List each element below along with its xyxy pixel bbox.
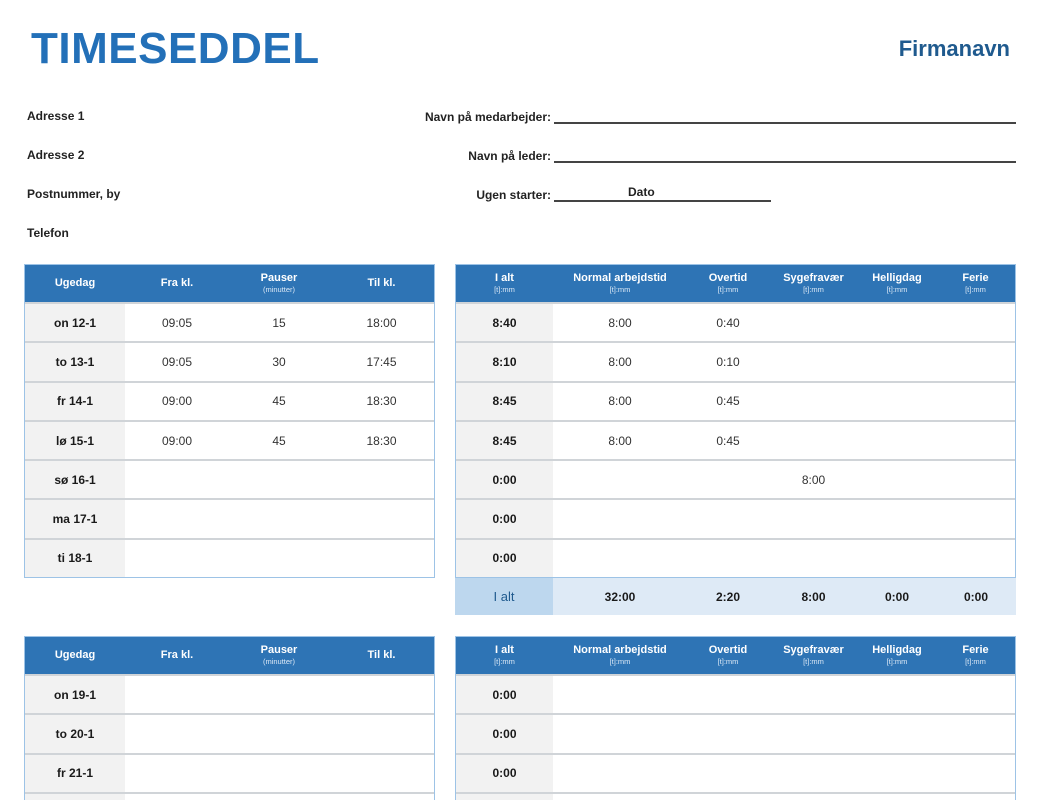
col-breaks: Pauser (minutter) <box>260 644 298 666</box>
normal-cell[interactable]: 8:00 <box>608 354 632 369</box>
sick-cell[interactable] <box>769 794 858 800</box>
breaks-cell[interactable]: 45 <box>272 433 286 448</box>
table-row <box>25 674 434 713</box>
table-row <box>456 381 1015 420</box>
table-row <box>25 420 434 459</box>
col-from: Fra kl. <box>160 649 194 661</box>
table-row <box>456 713 1015 752</box>
holiday-cell[interactable] <box>858 715 936 752</box>
from-cell[interactable]: 09:00 <box>161 433 193 448</box>
holiday-cell[interactable] <box>858 461 936 498</box>
employee-field <box>380 108 1016 124</box>
manager-input[interactable] <box>554 147 1016 163</box>
to-cell[interactable] <box>329 715 434 752</box>
overtime-cell[interactable] <box>687 500 769 537</box>
breaks-cell[interactable] <box>229 794 329 800</box>
total-cell: 0:00 <box>456 676 553 713</box>
col-sick: Sygefravær [t]:mm <box>783 272 844 294</box>
sick-cell[interactable] <box>769 304 858 341</box>
breaks-cell[interactable] <box>229 500 329 537</box>
normal-cell[interactable]: 8:00 <box>608 394 632 409</box>
total-cell: 0:00 <box>456 540 553 577</box>
col-sick: Sygefravær [t]:mm <box>783 644 844 666</box>
breaks-cell[interactable] <box>229 715 329 752</box>
normal-cell[interactable]: 8:00 <box>608 433 632 448</box>
col-normal: Normal arbejdstid [t]:mm <box>573 272 667 294</box>
normal-cell[interactable] <box>553 676 687 713</box>
from-cell[interactable] <box>125 794 229 800</box>
col-overtime: Overtid [t]:mm <box>708 644 748 666</box>
vacation-cell[interactable] <box>936 715 1015 752</box>
col-total: I alt [t]:mm <box>494 644 515 666</box>
total-cell: 0:00 <box>456 715 553 752</box>
holiday-cell[interactable] <box>858 676 936 713</box>
employee-input[interactable] <box>554 108 1016 124</box>
table-row <box>25 498 434 537</box>
overtime-cell[interactable] <box>687 540 769 577</box>
from-cell[interactable] <box>125 461 229 498</box>
week-start-label: Ugen starter: <box>476 188 551 202</box>
total-cell: 8:45 <box>456 383 553 420</box>
day-cell: on 19-1 <box>25 676 125 713</box>
sick-cell[interactable] <box>769 500 858 537</box>
to-cell[interactable] <box>329 676 434 713</box>
table-row <box>456 792 1015 800</box>
sick-cell[interactable] <box>769 343 858 380</box>
from-cell[interactable] <box>125 755 229 792</box>
vacation-cell[interactable] <box>936 461 1015 498</box>
overtime-cell[interactable]: 0:10 <box>716 354 740 369</box>
to-cell[interactable] <box>329 461 434 498</box>
overtime-cell[interactable]: 0:45 <box>716 433 740 448</box>
week2-hours-header <box>456 636 1015 674</box>
overtime-cell[interactable] <box>687 715 769 752</box>
day-cell: fr 21-1 <box>25 755 125 792</box>
overtime-cell[interactable]: 0:40 <box>716 315 740 330</box>
page-title: TIMESEDDEL <box>31 24 320 73</box>
col-holiday: Helligdag [t]:mm <box>872 644 922 666</box>
overtime-cell[interactable]: 0:45 <box>716 394 740 409</box>
sick-cell[interactable] <box>769 422 858 459</box>
sick-cell[interactable] <box>769 755 858 792</box>
totals-vacation: 0:00 <box>963 589 989 604</box>
vacation-cell[interactable] <box>936 383 1015 420</box>
col-to: Til kl. <box>367 649 396 661</box>
total-cell: 8:10 <box>456 343 553 380</box>
address-line-1[interactable]: Adresse 1 <box>27 109 85 123</box>
col-breaks: Pauser (minutter) <box>260 272 298 294</box>
table-row <box>25 459 434 498</box>
col-from: Fra kl. <box>160 277 194 289</box>
holiday-cell[interactable] <box>858 755 936 792</box>
day-cell: lø 15-1 <box>25 422 125 459</box>
day-cell: to 13-1 <box>25 343 125 380</box>
holiday-cell[interactable] <box>858 500 936 537</box>
table-row <box>25 538 434 577</box>
total-cell <box>456 794 553 800</box>
address-line-2[interactable]: Adresse 2 <box>27 148 85 162</box>
totals-overtime: 2:20 <box>715 589 741 604</box>
vacation-cell[interactable] <box>936 794 1015 800</box>
col-total: I alt [t]:mm <box>494 272 515 294</box>
col-weekday: Ugedag <box>54 277 96 289</box>
manager-field <box>380 147 1016 163</box>
vacation-cell[interactable] <box>936 540 1015 577</box>
vacation-cell[interactable] <box>936 500 1015 537</box>
col-holiday: Helligdag [t]:mm <box>872 272 922 294</box>
normal-cell[interactable] <box>553 715 687 752</box>
day-cell <box>25 794 125 800</box>
col-weekday: Ugedag <box>54 649 96 661</box>
normal-cell[interactable] <box>553 755 687 792</box>
week-start-value: Dato <box>628 185 655 199</box>
address-phone[interactable]: Telefon <box>27 226 69 240</box>
week2-hours-table <box>455 636 1016 800</box>
address-postal-city[interactable]: Postnummer, by <box>27 187 121 201</box>
vacation-cell[interactable] <box>936 304 1015 341</box>
table-row <box>25 753 434 792</box>
table-row <box>456 341 1015 380</box>
total-cell: 0:00 <box>456 500 553 537</box>
sick-cell[interactable] <box>769 676 858 713</box>
day-cell: fr 14-1 <box>25 383 125 420</box>
holiday-cell[interactable] <box>858 383 936 420</box>
table-row <box>456 420 1015 459</box>
overtime-cell[interactable] <box>687 461 769 498</box>
breaks-cell[interactable]: 45 <box>272 394 286 409</box>
week1-hours-header <box>456 264 1015 302</box>
table-row <box>456 753 1015 792</box>
holiday-cell[interactable] <box>858 422 936 459</box>
sick-cell[interactable] <box>769 540 858 577</box>
holiday-cell[interactable] <box>858 794 936 800</box>
total-cell: 8:45 <box>456 422 553 459</box>
to-cell[interactable] <box>329 500 434 537</box>
from-cell[interactable] <box>125 715 229 752</box>
to-cell[interactable] <box>329 755 434 792</box>
overtime-cell[interactable] <box>687 794 769 800</box>
totals-sick: 8:00 <box>801 589 826 604</box>
breaks-cell[interactable] <box>229 461 329 498</box>
holiday-cell[interactable] <box>858 343 936 380</box>
vacation-cell[interactable] <box>936 676 1015 713</box>
manager-label: Navn på leder: <box>468 149 551 163</box>
day-cell: ma 17-1 <box>25 500 125 537</box>
col-normal: Normal arbejdstid [t]:mm <box>573 644 667 666</box>
normal-cell[interactable] <box>553 461 687 498</box>
from-cell[interactable] <box>125 676 229 713</box>
table-row <box>456 302 1015 341</box>
sick-cell[interactable] <box>769 715 858 752</box>
from-cell[interactable] <box>125 500 229 537</box>
table-row <box>456 459 1015 498</box>
week1-time-header <box>25 264 434 302</box>
employee-label: Navn på medarbejder: <box>424 110 551 124</box>
week1-hours-table <box>455 264 1016 578</box>
to-cell[interactable]: 18:30 <box>366 433 397 448</box>
table-row <box>456 498 1015 537</box>
sick-cell[interactable]: 8:00 <box>801 472 826 487</box>
totals-label: I alt <box>455 578 553 615</box>
table-row <box>25 792 434 800</box>
week2-time-header <box>25 636 434 674</box>
normal-cell[interactable] <box>553 540 687 577</box>
total-cell: 0:00 <box>456 461 553 498</box>
col-vacation: Ferie [t]:mm <box>962 644 989 666</box>
total-cell: 8:40 <box>456 304 553 341</box>
table-row <box>456 674 1015 713</box>
table-row <box>25 381 434 420</box>
col-overtime: Overtid [t]:mm <box>708 272 748 294</box>
from-cell[interactable]: 09:05 <box>161 354 193 369</box>
from-cell[interactable] <box>125 540 229 577</box>
day-cell: on 12-1 <box>25 304 125 341</box>
breaks-cell[interactable]: 15 <box>272 315 286 330</box>
breaks-cell[interactable] <box>229 676 329 713</box>
breaks-cell[interactable] <box>229 755 329 792</box>
from-cell[interactable]: 09:05 <box>161 315 193 330</box>
vacation-cell[interactable] <box>936 343 1015 380</box>
week-start-field <box>380 186 771 202</box>
totals-normal: 32:00 <box>604 589 636 604</box>
week1-totals-row <box>455 578 1016 615</box>
to-cell[interactable]: 17:45 <box>366 354 397 369</box>
vacation-cell[interactable] <box>936 755 1015 792</box>
vacation-cell[interactable] <box>936 422 1015 459</box>
company-name[interactable]: Firmanavn <box>898 36 1010 61</box>
to-cell[interactable] <box>329 540 434 577</box>
day-cell: sø 16-1 <box>25 461 125 498</box>
total-cell: 0:00 <box>456 755 553 792</box>
table-row <box>25 302 434 341</box>
holiday-cell[interactable] <box>858 304 936 341</box>
col-vacation: Ferie [t]:mm <box>962 272 989 294</box>
breaks-cell[interactable]: 30 <box>272 354 286 369</box>
overtime-cell[interactable] <box>687 676 769 713</box>
normal-cell[interactable]: 8:00 <box>608 315 632 330</box>
table-row <box>25 713 434 752</box>
day-cell: ti 18-1 <box>25 540 125 577</box>
col-to: Til kl. <box>367 277 396 289</box>
from-cell[interactable]: 09:00 <box>161 394 193 409</box>
to-cell[interactable] <box>329 794 434 800</box>
to-cell[interactable]: 18:00 <box>366 315 397 330</box>
to-cell[interactable]: 18:30 <box>366 394 397 409</box>
breaks-cell[interactable] <box>229 540 329 577</box>
normal-cell[interactable] <box>553 500 687 537</box>
table-row <box>456 538 1015 577</box>
holiday-cell[interactable] <box>858 540 936 577</box>
totals-holiday: 0:00 <box>884 589 910 604</box>
normal-cell[interactable] <box>553 794 687 800</box>
table-row <box>25 341 434 380</box>
week1-time-table <box>24 264 435 578</box>
week2-time-table <box>24 636 435 800</box>
overtime-cell[interactable] <box>687 755 769 792</box>
sick-cell[interactable] <box>769 383 858 420</box>
day-cell: to 20-1 <box>25 715 125 752</box>
week-start-input[interactable] <box>554 186 771 202</box>
